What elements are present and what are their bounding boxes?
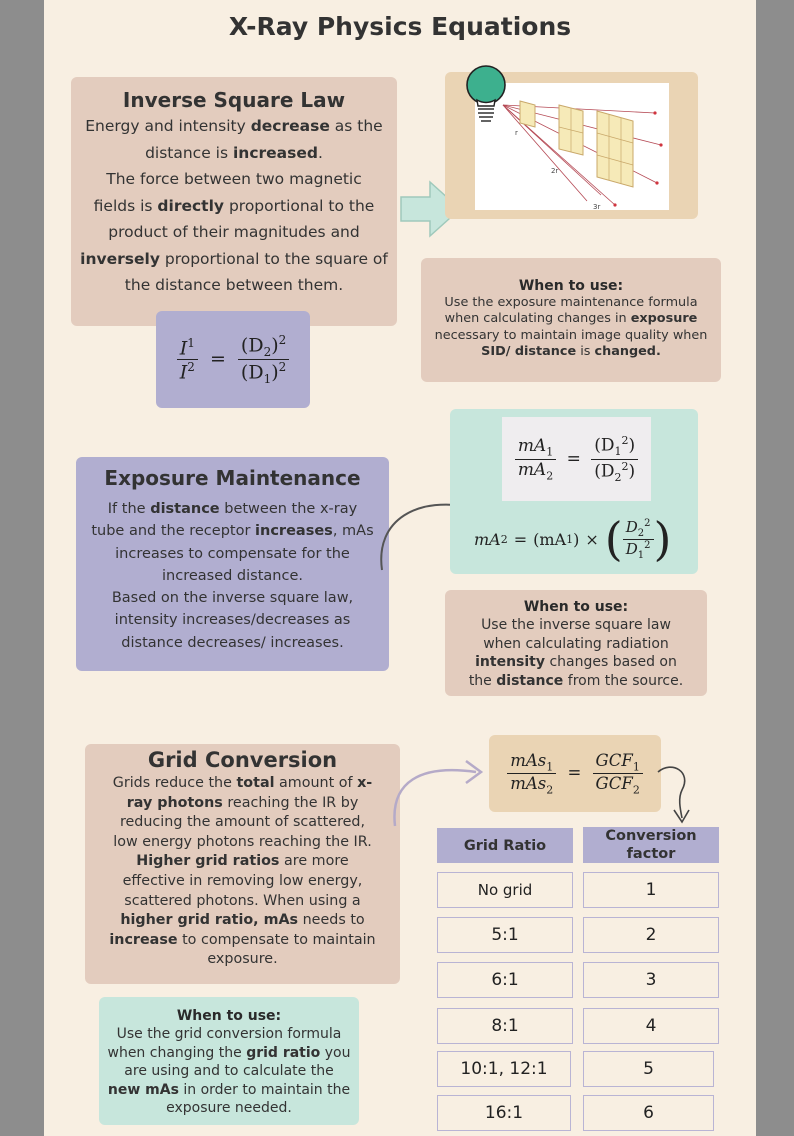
inverse-square-formula-box: [156, 311, 310, 408]
text-line: SID/ distance is changed.: [481, 343, 661, 359]
distance-label-2r: 2r: [551, 167, 559, 175]
text-line: scattered photons. When using a: [124, 892, 361, 909]
table-cell-grid-ratio: 6:1: [437, 962, 573, 998]
text-line: increased distance.: [162, 567, 303, 584]
table-cell-grid-ratio: 8:1: [437, 1008, 573, 1044]
text-line: increases to compensate for the: [115, 545, 350, 562]
exposure-maintenance-heading: Exposure Maintenance: [104, 466, 361, 490]
text-line: new mAs in order to maintain the: [107, 1081, 351, 1098]
when-to-use-exposure-card: [421, 258, 721, 382]
text-line: when calculating changes in exposure: [444, 311, 698, 327]
table-cell-grid-ratio: 10:1, 12:1: [437, 1051, 571, 1087]
text-line: higher grid ratio, mAs needs to: [120, 912, 365, 929]
when-to-use-intensity-card: [445, 590, 707, 696]
text-line: Energy and intensity decrease as the: [85, 117, 383, 135]
when-to-use-heading: When to use:: [518, 278, 624, 294]
table-cell-conversion-factor: 4: [583, 1008, 719, 1044]
table-cell-conversion-factor: 2: [583, 917, 719, 953]
grid-formula-box: [489, 735, 661, 812]
curly-arrow-icon: [652, 762, 698, 826]
table-header-grid-ratio: Grid Ratio: [437, 828, 573, 863]
text-line: product of their magnitudes and: [108, 223, 360, 241]
grid-conversion-heading: Grid Conversion: [147, 748, 338, 772]
text-line: the distance from the source.: [468, 672, 684, 689]
text-line: reducing the amount of scattered,: [119, 814, 366, 831]
text-line: If the distance between the x-ray: [107, 501, 358, 517]
table-cell-grid-ratio: 5:1: [437, 917, 573, 953]
text-line: intensity increases/decreases as: [114, 612, 351, 629]
grid-conversion-text: [85, 774, 400, 970]
text-line: the distance between them.: [124, 276, 344, 294]
text-line: distance decreases/ increases.: [121, 634, 344, 651]
text-line: Use the exposure maintenance formula: [444, 295, 698, 310]
table-header-conversion-factor: Conversion factor: [583, 827, 719, 863]
text-line: fields is directly proportional to the: [93, 196, 375, 215]
table-cell-conversion-factor: 6: [583, 1095, 714, 1131]
text-line: intensity changes based on: [475, 654, 677, 671]
inverse-square-law-card: [71, 77, 397, 326]
inverse-square-formula: $\frac{I^1}{I^2}$ = $\frac{(D_2)^2}{(D_1)^2}$: [177, 333, 290, 386]
text-line: Use the inverse square law: [481, 617, 671, 633]
curved-arrow-icon: [390, 752, 486, 828]
when-to-use-intensity-text: [445, 616, 707, 690]
page-title: X-Ray Physics Equations: [228, 12, 572, 41]
infographic-page: [44, 0, 756, 1136]
exposure-maintenance-text: [76, 498, 389, 654]
text-line: exposure.: [207, 951, 278, 968]
text-line: Based on the inverse square law,: [111, 590, 354, 607]
text-line: tube and the receptor increases, mAs: [91, 523, 374, 540]
text-line: ray photons reaching the IR by: [126, 794, 359, 811]
exposure-ratio-formula: $\frac{mA_1}{mA_2}$ = $\frac{(D_1^2)}{(D_2^2)}$: [515, 434, 638, 483]
exposure-formula-ratio-panel: [502, 417, 651, 501]
table-cell-grid-ratio: No grid: [437, 872, 573, 908]
grid-conversion-card: [85, 744, 400, 984]
light-bulb-icon: [463, 65, 509, 127]
text-line: Grids reduce the total amount of x-: [112, 775, 373, 791]
text-line: The force between two magnetic: [106, 170, 362, 188]
distance-label-r: r: [515, 129, 518, 137]
text-line: inversely proportional to the square of: [80, 249, 388, 268]
text-line: Use the grid conversion formula: [116, 1026, 342, 1042]
text-line: necessary to maintain image quality when: [434, 327, 708, 343]
exposure-formula-box: [450, 409, 698, 574]
text-line: increase to compensate to maintain: [109, 931, 376, 948]
inverse-square-diagram-frame: [445, 72, 698, 219]
when-to-use-grid-card: [99, 997, 359, 1125]
table-cell-conversion-factor: 3: [583, 962, 719, 998]
text-line: low energy photons reaching the IR.: [113, 833, 372, 850]
when-to-use-exposure-text: [421, 295, 721, 360]
when-to-use-heading: When to use:: [176, 1008, 282, 1024]
distance-label-3r: 3r: [593, 203, 601, 210]
text-line: when changing the grid ratio you: [107, 1044, 351, 1061]
text-line: effective in removing low energy,: [122, 872, 363, 889]
table-cell-grid-ratio: 16:1: [437, 1095, 571, 1131]
exposure-solve-formula: mA 2 = (mA 1 ) × ( $\frac{D_2^2}{D_1^2}$ ): [474, 512, 672, 566]
text-line: are using and to calculate the: [124, 1063, 334, 1080]
when-to-use-heading: When to use:: [523, 599, 629, 615]
text-line: exposure needed.: [166, 1100, 292, 1117]
table-cell-conversion-factor: 1: [583, 872, 719, 908]
exposure-maintenance-card: [76, 457, 389, 671]
text-line: distance is increased.: [145, 143, 323, 162]
when-to-use-grid-text: [99, 1025, 359, 1118]
text-line: when calculating radiation: [483, 635, 669, 652]
grid-conversion-formula: $\frac{mAs_1}{mAs_2}$ = $\frac{GCF_1}{GCF_2}$: [507, 751, 643, 797]
inverse-square-law-text: [71, 113, 397, 299]
table-cell-conversion-factor: 5: [583, 1051, 714, 1087]
text-line: Higher grid ratios are more: [136, 853, 349, 870]
inverse-square-law-heading: Inverse Square Law: [122, 88, 346, 112]
